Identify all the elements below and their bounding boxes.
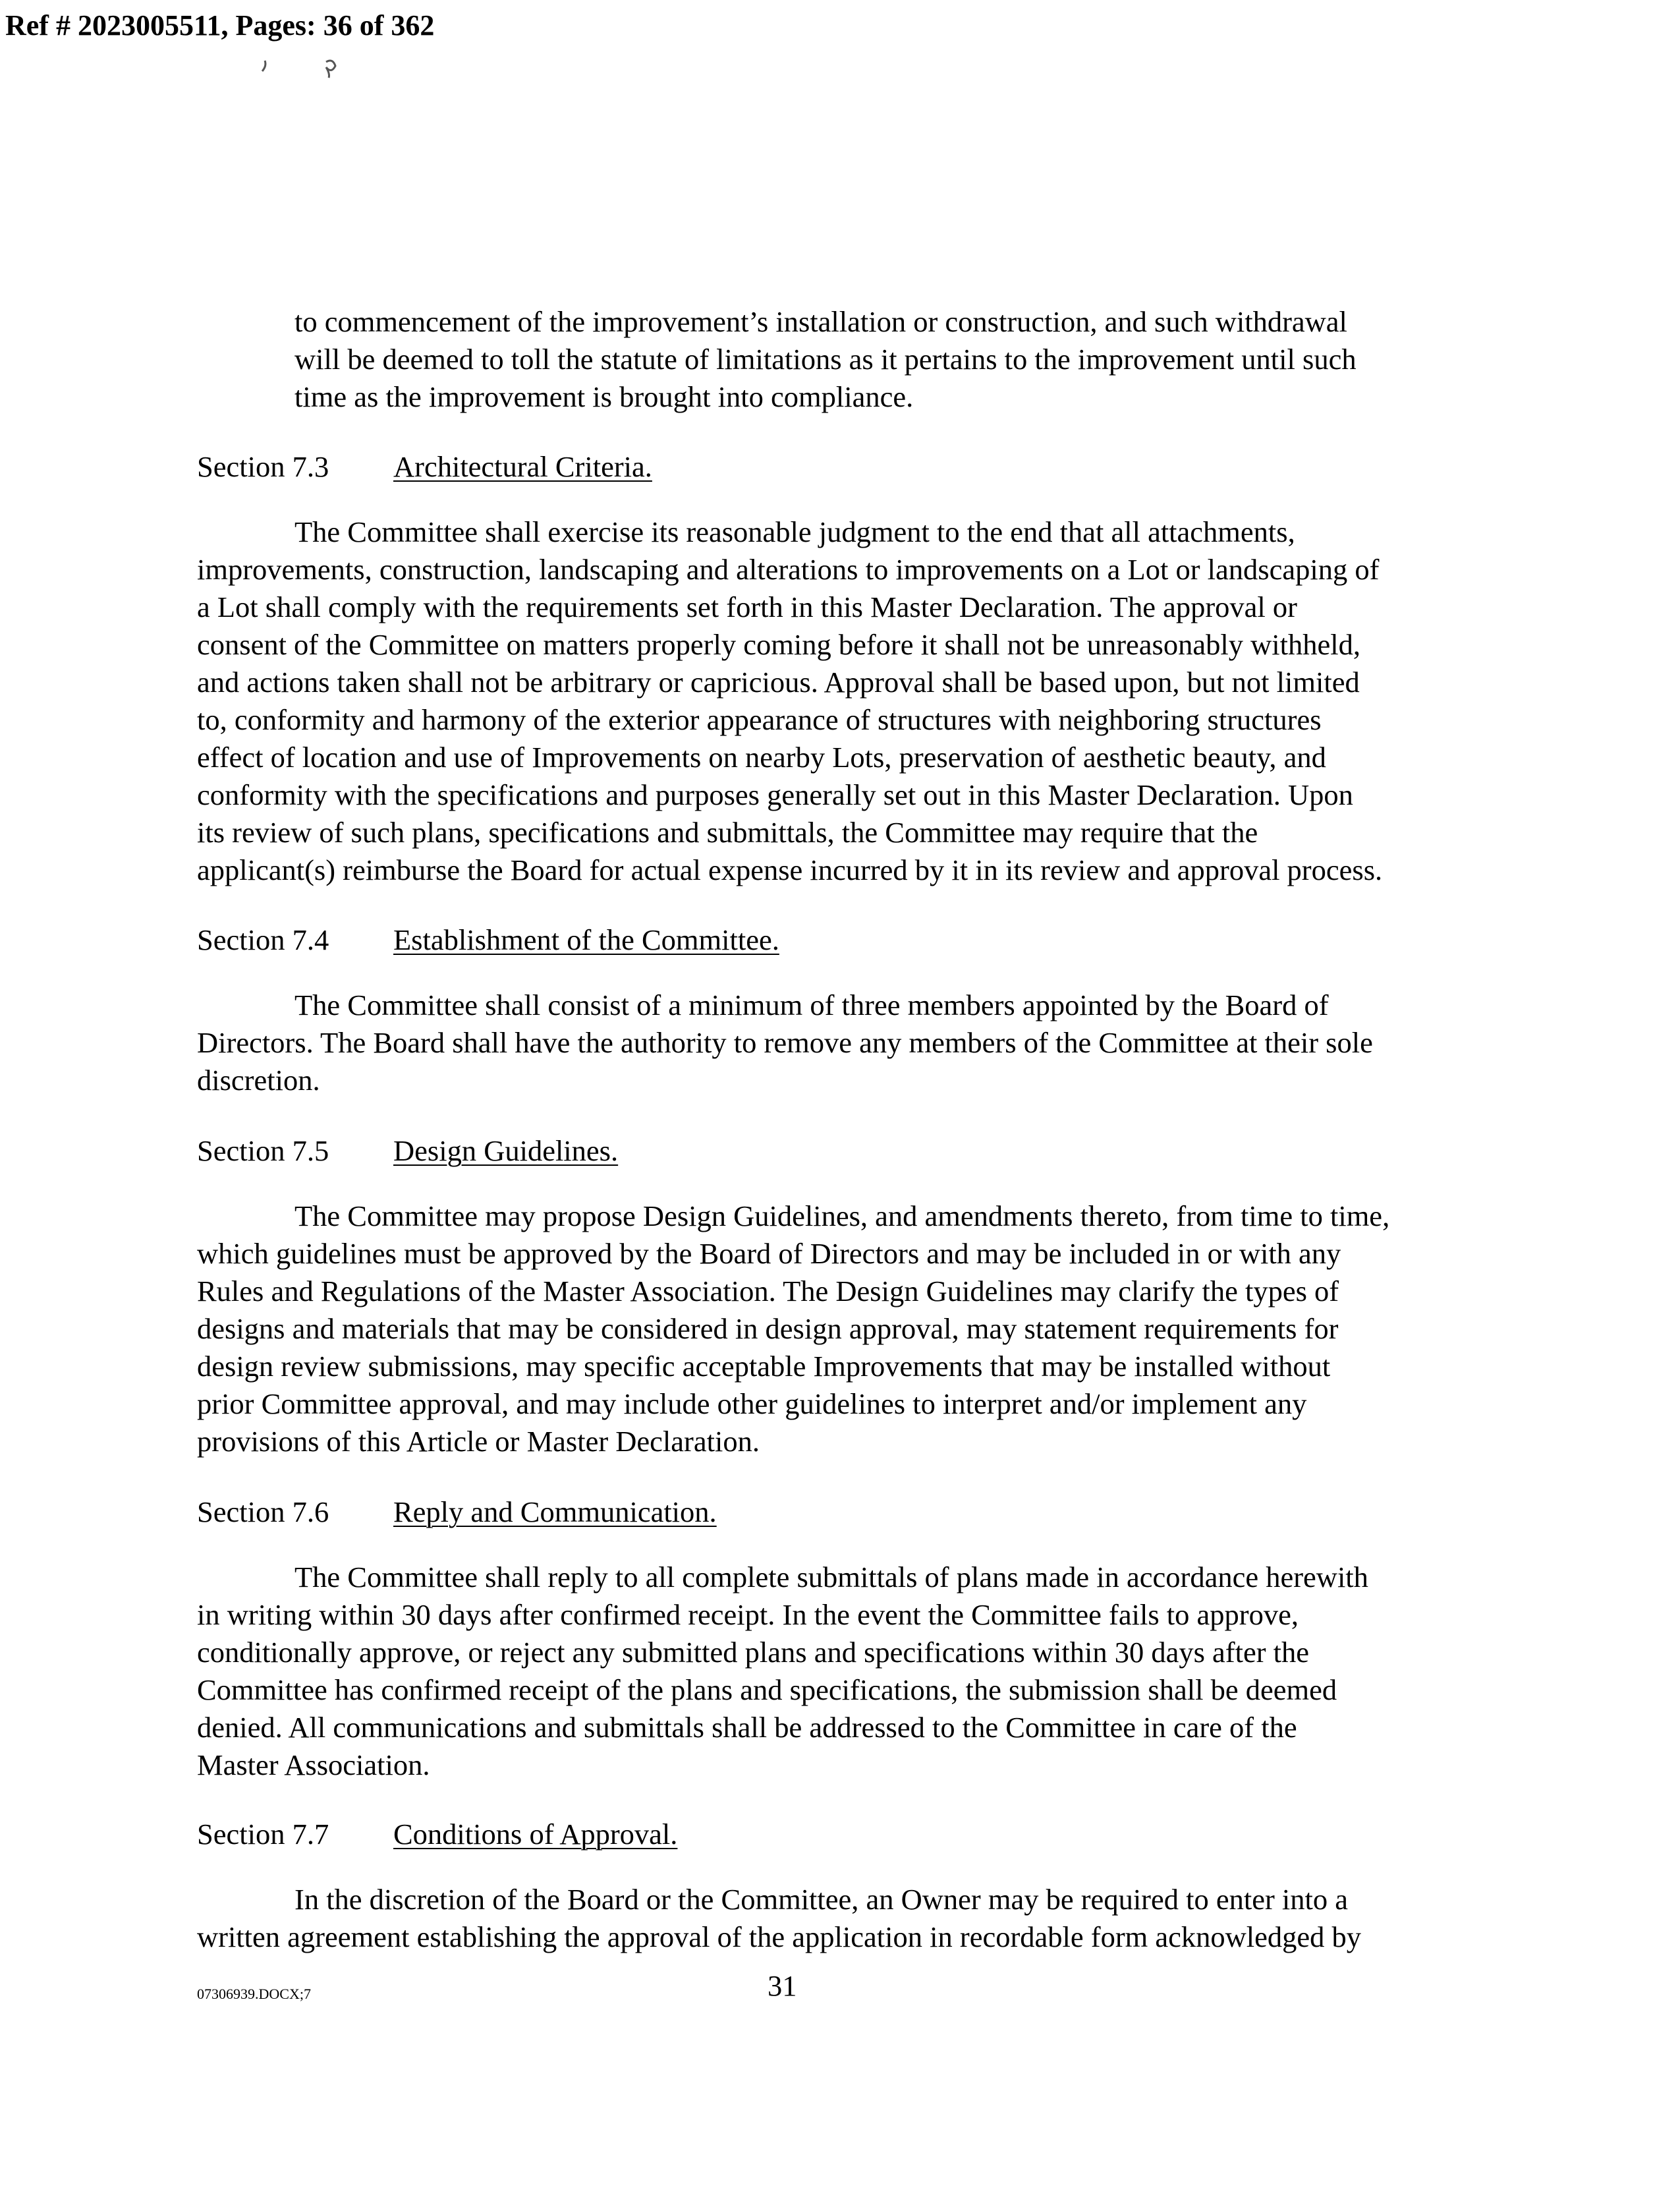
section-7-3-body	[197, 513, 1382, 889]
paragraph-line: design review submissions, may specific acceptable Improvements that may be installed without	[197, 1350, 1331, 1383]
paragraph-line: effect of location and use of Improvements on nearby Lots, preservation of aesthetic beauty, and	[197, 741, 1326, 774]
paragraph-line: Directors. The Board shall have the authority to remove any members of the Committee at their sole	[197, 1026, 1373, 1059]
paragraph-line: in writing within 30 days after confirmed receipt. In the event the Committee fails to approve,	[197, 1598, 1299, 1631]
paragraph-line: Master Association.	[197, 1748, 430, 1781]
paragraph-line: written agreement establishing the approval of the application in recordable form acknowledged by	[197, 1920, 1362, 1953]
paragraph-line: consent of the Committee on matters properly coming before it shall not be unreasonably withheld,	[197, 628, 1360, 661]
paragraph-line: Committee has confirmed receipt of the plans and specifications, the submission shall be deemed	[197, 1673, 1337, 1706]
section-number: Section 7.6	[197, 1495, 329, 1528]
paragraph-line: The Committee shall exercise its reasonable judgment to the end that all attachments,	[294, 515, 1295, 548]
paragraph-line: which guidelines must be approved by the Board of Directors and may be included in or with any	[197, 1237, 1341, 1270]
page-number: 31	[768, 1969, 797, 2002]
paragraph-line: to commencement of the improvement’s installation or construction, and such withdrawal	[294, 305, 1347, 338]
section-title: Architectural Criteria.	[393, 450, 652, 483]
paragraph-line: conformity with the specifications and purposes generally set out in this Master Declaration. Upon	[197, 778, 1353, 811]
section-number: Section 7.5	[197, 1134, 329, 1167]
paragraph-line: The Committee shall reply to all complete submittals of plans made in accordance herewith	[294, 1561, 1368, 1594]
paragraph-line: The Committee shall consist of a minimum of three members appointed by the Board of	[294, 989, 1329, 1021]
section-7-4-body	[197, 987, 1373, 1099]
paragraph-line: and actions taken shall not be arbitrary or capricious. Approval shall be based upon, but not limited	[197, 666, 1360, 699]
footer-document-id: 07306939.DOCX;7	[197, 1986, 311, 2002]
continuation-paragraph	[294, 303, 1357, 416]
paragraph-line: applicant(s) reimburse the Board for actual expense incurred by it in its review and approval process.	[197, 853, 1383, 886]
paragraph-line: its review of such plans, specifications and submittals, the Committee may require that the	[197, 816, 1258, 849]
paragraph-line: provisions of this Article or Master Declaration.	[197, 1425, 760, 1458]
section-title: Reply and Communication.	[393, 1495, 717, 1528]
paragraph-line: time as the improvement is brought into compliance.	[294, 380, 914, 413]
paragraph-line: The Committee may propose Design Guidelines, and amendments thereto, from time to time,	[294, 1199, 1390, 1232]
paragraph-line: discretion.	[197, 1064, 320, 1097]
section-7-7-body	[197, 1881, 1361, 1956]
paragraph-line: improvements, construction, landscaping and alterations to improvements on a Lot or landscaping of	[197, 553, 1380, 586]
paragraph-line: to, conformity and harmony of the exterior appearance of structures with neighboring structures	[197, 703, 1322, 736]
section-title: Establishment of the Committee.	[393, 923, 779, 956]
section-7-6-body	[197, 1559, 1368, 1784]
section-7-5-body	[197, 1197, 1389, 1460]
section-number: Section 7.7	[197, 1818, 329, 1851]
section-number: Section 7.4	[197, 923, 329, 956]
paragraph-line: designs and materials that may be considered in design approval, may statement requirements for	[197, 1312, 1339, 1345]
section-title: Conditions of Approval.	[393, 1818, 678, 1851]
scan-artifact-marks	[257, 53, 349, 79]
section-number: Section 7.3	[197, 450, 329, 483]
paragraph-line: prior Committee approval, and may include other guidelines to interpret and/or implement any	[197, 1387, 1307, 1420]
paragraph-line: In the discretion of the Board or the Committee, an Owner may be required to enter into a	[294, 1883, 1349, 1916]
recording-reference-header: Ref # 2023005511, Pages: 36 of 362	[5, 9, 435, 42]
paragraph-line: denied. All communications and submittals shall be addressed to the Committee in care of the	[197, 1711, 1297, 1744]
paragraph-line: will be deemed to toll the statute of limitations as it pertains to the improvement until such	[294, 343, 1357, 376]
section-title: Design Guidelines.	[393, 1134, 619, 1167]
paragraph-line: conditionally approve, or reject any submitted plans and specifications within 30 days after the	[197, 1636, 1310, 1669]
paragraph-line: a Lot shall comply with the requirements set forth in this Master Declaration. The approval or	[197, 590, 1297, 623]
paragraph-line: Rules and Regulations of the Master Association. The Design Guidelines may clarify the types of	[197, 1275, 1339, 1307]
